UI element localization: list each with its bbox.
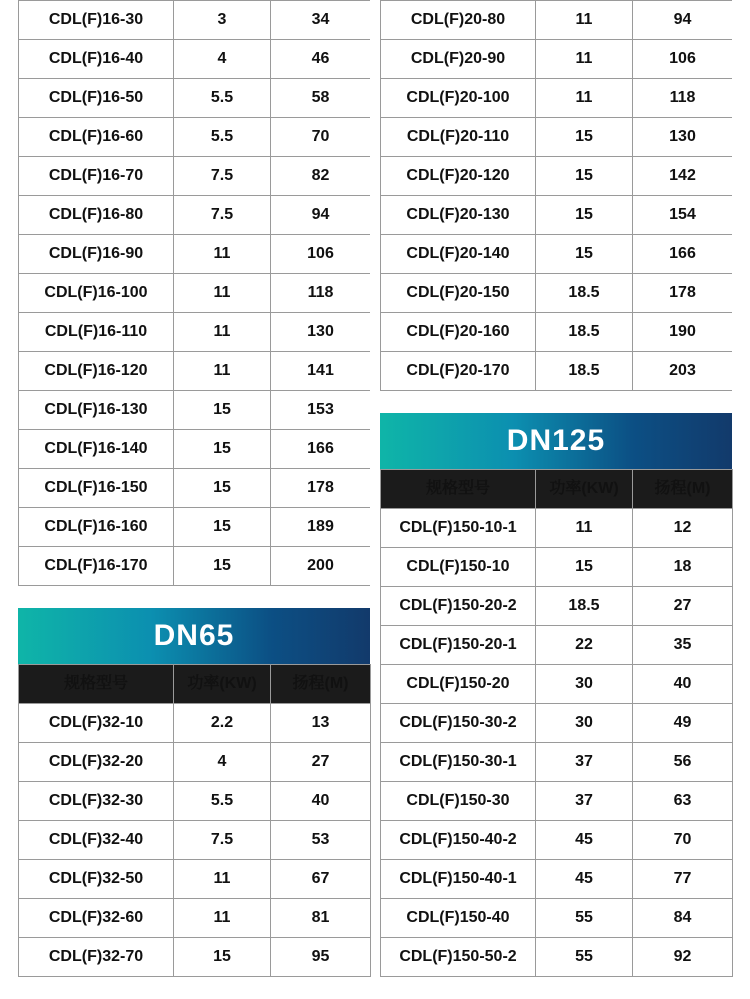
cell-power: 7.5 — [174, 821, 271, 860]
cell-power: 11 — [536, 509, 633, 548]
cell-model: CDL(F)20-90 — [381, 40, 536, 79]
cell-model: CDL(F)20-100 — [381, 79, 536, 118]
table-row — [381, 274, 733, 313]
table-row — [19, 196, 371, 235]
table-row — [19, 391, 371, 430]
cell-head: 46 — [271, 40, 371, 79]
cell-model: CDL(F)150-10-1 — [381, 509, 536, 548]
cell-head: 106 — [271, 235, 371, 274]
cell-power: 45 — [536, 860, 633, 899]
table-row — [381, 548, 733, 587]
cell-head: 12 — [633, 509, 733, 548]
table-row — [19, 821, 371, 860]
dn65-header-model: 规格型号 — [19, 665, 174, 704]
dn80-continued-table — [380, 0, 732, 391]
cell-model: CDL(F)16-160 — [19, 508, 174, 547]
cell-power: 11 — [174, 313, 271, 352]
cell-model: CDL(F)16-170 — [19, 547, 174, 586]
cell-model: CDL(F)32-20 — [19, 743, 174, 782]
dn125-table — [380, 469, 733, 977]
dn80-continued-table-block — [380, 0, 732, 391]
table-row — [19, 469, 371, 508]
cell-head: 189 — [271, 508, 371, 547]
dn50-continued-table — [18, 0, 370, 586]
cell-head: 84 — [633, 899, 733, 938]
cell-model: CDL(F)16-110 — [19, 313, 174, 352]
cell-model: CDL(F)150-10 — [381, 548, 536, 587]
table-row — [381, 79, 733, 118]
cell-head: 130 — [271, 313, 371, 352]
cell-head: 92 — [633, 938, 733, 977]
cell-model: CDL(F)20-80 — [381, 1, 536, 40]
cell-model: CDL(F)150-30-1 — [381, 743, 536, 782]
cell-model: CDL(F)20-170 — [381, 352, 536, 391]
cell-head: 200 — [271, 547, 371, 586]
cell-model: CDL(F)20-120 — [381, 157, 536, 196]
cell-power: 30 — [536, 665, 633, 704]
cell-head: 27 — [633, 587, 733, 626]
cell-model: CDL(F)16-60 — [19, 118, 174, 157]
cell-model: CDL(F)32-70 — [19, 938, 174, 977]
cell-power: 18.5 — [536, 587, 633, 626]
cell-power: 55 — [536, 938, 633, 977]
cell-head: 53 — [271, 821, 371, 860]
cell-model: CDL(F)150-40 — [381, 899, 536, 938]
cell-model: CDL(F)16-50 — [19, 79, 174, 118]
cell-model: CDL(F)150-20-1 — [381, 626, 536, 665]
cell-power: 11 — [174, 274, 271, 313]
cell-head: 34 — [271, 1, 371, 40]
table-row — [19, 938, 371, 977]
table-row — [381, 821, 733, 860]
cell-power: 15 — [174, 469, 271, 508]
table-row — [19, 313, 371, 352]
cell-model: CDL(F)16-100 — [19, 274, 174, 313]
table-row — [19, 352, 371, 391]
cell-head: 154 — [633, 196, 733, 235]
table-row — [381, 782, 733, 821]
dn50-continued-table-block — [18, 0, 370, 586]
dn125-title: DN125 — [380, 413, 732, 469]
cell-power: 30 — [536, 704, 633, 743]
cell-head: 141 — [271, 352, 371, 391]
cell-power: 4 — [174, 40, 271, 79]
table-row — [381, 899, 733, 938]
cell-model: CDL(F)150-40-2 — [381, 821, 536, 860]
table-row — [381, 938, 733, 977]
cell-model: CDL(F)32-10 — [19, 704, 174, 743]
cell-head: 95 — [271, 938, 371, 977]
cell-power: 11 — [536, 79, 633, 118]
dn125-rows — [381, 509, 733, 977]
cell-power: 15 — [536, 548, 633, 587]
dn125-header-model: 规格型号 — [381, 470, 536, 509]
cell-power: 18.5 — [536, 274, 633, 313]
cell-model: CDL(F)32-60 — [19, 899, 174, 938]
cell-power: 18.5 — [536, 352, 633, 391]
cell-head: 178 — [271, 469, 371, 508]
table-row — [19, 430, 371, 469]
cell-power: 37 — [536, 782, 633, 821]
cell-head: 153 — [271, 391, 371, 430]
cell-model: CDL(F)150-30-2 — [381, 704, 536, 743]
cell-power: 15 — [174, 547, 271, 586]
cell-model: CDL(F)16-90 — [19, 235, 174, 274]
cell-power: 11 — [174, 235, 271, 274]
right-continued-rows — [381, 1, 733, 391]
cell-power: 2.2 — [174, 704, 271, 743]
cell-power: 5.5 — [174, 782, 271, 821]
table-row — [381, 509, 733, 548]
table-row — [19, 157, 371, 196]
left-column — [18, 0, 370, 999]
cell-head: 70 — [633, 821, 733, 860]
cell-power: 11 — [536, 1, 633, 40]
table-row — [381, 587, 733, 626]
table-row — [381, 1, 733, 40]
cell-head: 63 — [633, 782, 733, 821]
cell-model: CDL(F)16-140 — [19, 430, 174, 469]
cell-power: 55 — [536, 899, 633, 938]
cell-model: CDL(F)150-50-2 — [381, 938, 536, 977]
table-row — [381, 118, 733, 157]
cell-power: 4 — [174, 743, 271, 782]
dn65-title: DN65 — [18, 608, 370, 664]
cell-model: CDL(F)16-40 — [19, 40, 174, 79]
cell-model: CDL(F)150-20 — [381, 665, 536, 704]
cell-model: CDL(F)16-80 — [19, 196, 174, 235]
table-row — [381, 704, 733, 743]
cell-head: 77 — [633, 860, 733, 899]
table-row — [19, 40, 371, 79]
cell-head: 18 — [633, 548, 733, 587]
cell-power: 15 — [174, 391, 271, 430]
cell-head: 49 — [633, 704, 733, 743]
cell-head: 203 — [633, 352, 733, 391]
cell-head: 35 — [633, 626, 733, 665]
cell-model: CDL(F)16-70 — [19, 157, 174, 196]
cell-power: 15 — [536, 196, 633, 235]
table-row — [19, 899, 371, 938]
table-row — [19, 79, 371, 118]
cell-head: 27 — [271, 743, 371, 782]
table-row — [381, 157, 733, 196]
right-column — [380, 0, 732, 999]
cell-model: CDL(F)20-160 — [381, 313, 536, 352]
table-row — [19, 704, 371, 743]
cell-head: 13 — [271, 704, 371, 743]
cell-head: 118 — [271, 274, 371, 313]
cell-head: 166 — [271, 430, 371, 469]
table-row — [381, 743, 733, 782]
dn65-table — [18, 664, 371, 977]
table-row — [381, 313, 733, 352]
table-row — [381, 40, 733, 79]
cell-head: 40 — [633, 665, 733, 704]
table-row — [381, 860, 733, 899]
cell-head: 118 — [633, 79, 733, 118]
cell-head: 94 — [633, 1, 733, 40]
cell-head: 130 — [633, 118, 733, 157]
dn125-header-head: 扬程(M) — [633, 470, 733, 509]
table-row — [381, 626, 733, 665]
table-row — [19, 782, 371, 821]
cell-power: 7.5 — [174, 157, 271, 196]
cell-power: 15 — [536, 118, 633, 157]
dn65-header-head: 扬程(M) — [271, 665, 371, 704]
table-row — [19, 743, 371, 782]
cell-model: CDL(F)150-30 — [381, 782, 536, 821]
cell-power: 18.5 — [536, 313, 633, 352]
cell-head: 106 — [633, 40, 733, 79]
cell-model: CDL(F)150-40-1 — [381, 860, 536, 899]
table-row — [19, 508, 371, 547]
cell-model: CDL(F)16-150 — [19, 469, 174, 508]
cell-power: 15 — [174, 430, 271, 469]
cell-head: 58 — [271, 79, 371, 118]
cell-model: CDL(F)20-150 — [381, 274, 536, 313]
cell-head: 190 — [633, 313, 733, 352]
cell-power: 5.5 — [174, 79, 271, 118]
cell-head: 81 — [271, 899, 371, 938]
table-row — [19, 547, 371, 586]
cell-power: 11 — [174, 352, 271, 391]
cell-power: 15 — [174, 938, 271, 977]
cell-power: 37 — [536, 743, 633, 782]
cell-power: 3 — [174, 1, 271, 40]
cell-model: CDL(F)32-50 — [19, 860, 174, 899]
cell-power: 11 — [536, 40, 633, 79]
table-row — [381, 235, 733, 274]
table-row — [19, 118, 371, 157]
cell-head: 70 — [271, 118, 371, 157]
table-row — [19, 860, 371, 899]
cell-model: CDL(F)16-120 — [19, 352, 174, 391]
dn125-header-power: 功率(KW) — [536, 470, 633, 509]
table-row — [381, 352, 733, 391]
cell-model: CDL(F)32-40 — [19, 821, 174, 860]
cell-head: 178 — [633, 274, 733, 313]
dn125-block — [380, 413, 732, 977]
cell-head: 142 — [633, 157, 733, 196]
table-row — [381, 196, 733, 235]
cell-power: 45 — [536, 821, 633, 860]
cell-power: 15 — [536, 157, 633, 196]
dn65-block — [18, 608, 370, 977]
cell-power: 11 — [174, 860, 271, 899]
cell-power: 15 — [536, 235, 633, 274]
cell-power: 15 — [174, 508, 271, 547]
cell-head: 40 — [271, 782, 371, 821]
table-row — [19, 235, 371, 274]
cell-model: CDL(F)20-140 — [381, 235, 536, 274]
cell-model: CDL(F)32-30 — [19, 782, 174, 821]
cell-head: 94 — [271, 196, 371, 235]
cell-head: 56 — [633, 743, 733, 782]
table-row — [381, 665, 733, 704]
dn65-header-power: 功率(KW) — [174, 665, 271, 704]
cell-model: CDL(F)20-110 — [381, 118, 536, 157]
cell-power: 22 — [536, 626, 633, 665]
cell-head: 166 — [633, 235, 733, 274]
cell-head: 67 — [271, 860, 371, 899]
cell-model: CDL(F)16-130 — [19, 391, 174, 430]
cell-head: 82 — [271, 157, 371, 196]
table-row — [19, 274, 371, 313]
table-row — [19, 1, 371, 40]
cell-power: 11 — [174, 899, 271, 938]
dn65-header-row — [19, 665, 371, 704]
cell-model: CDL(F)150-20-2 — [381, 587, 536, 626]
cell-power: 7.5 — [174, 196, 271, 235]
dn65-rows — [19, 704, 371, 977]
cell-model: CDL(F)16-30 — [19, 1, 174, 40]
cell-power: 5.5 — [174, 118, 271, 157]
cell-model: CDL(F)20-130 — [381, 196, 536, 235]
left-continued-rows — [19, 1, 371, 586]
dn125-header-row — [381, 470, 733, 509]
